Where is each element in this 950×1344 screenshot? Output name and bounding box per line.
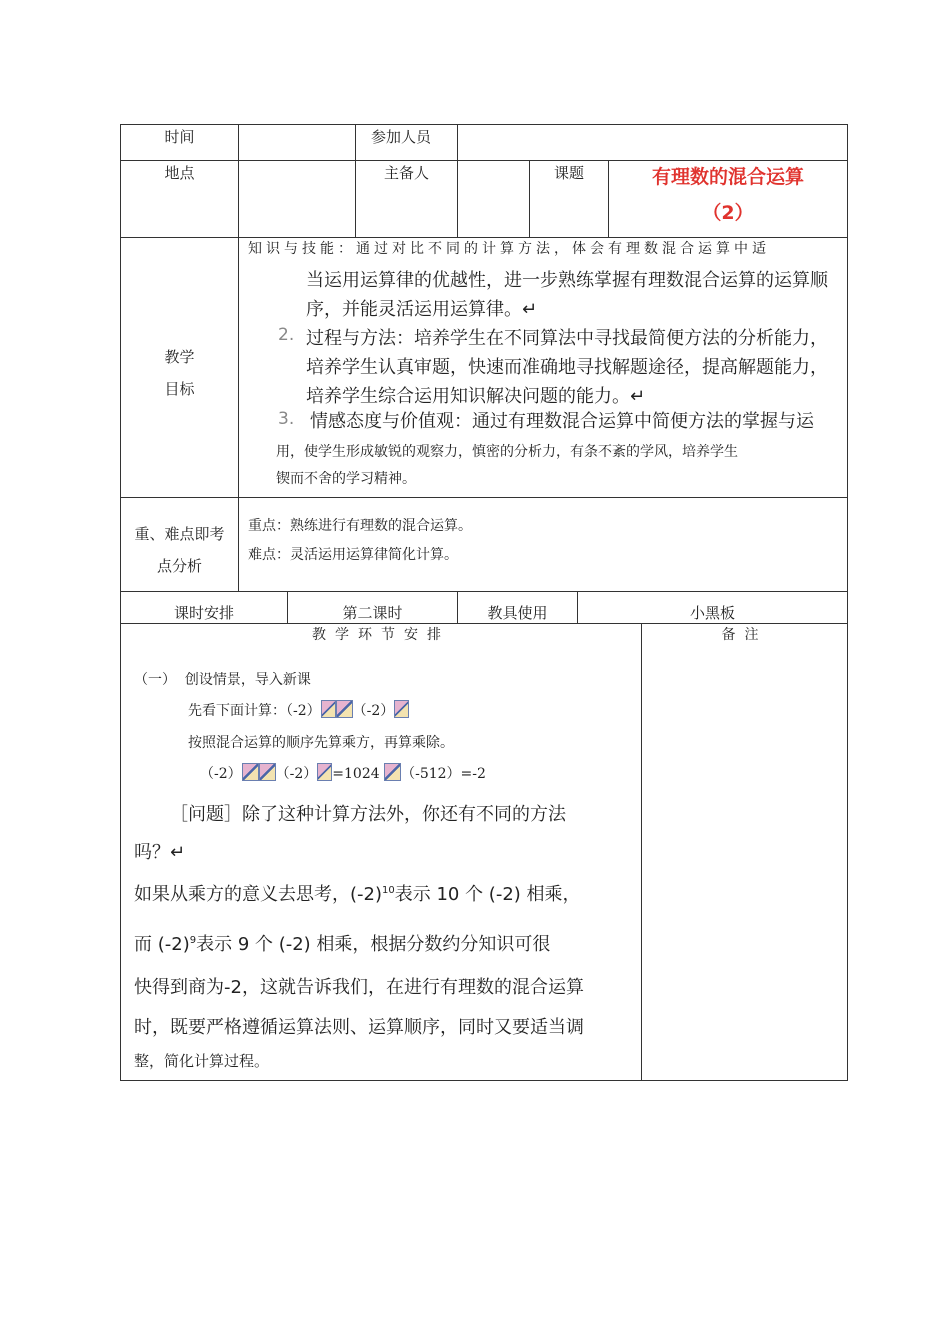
formula-image-icon: [317, 763, 332, 781]
tools-value: 小黑板: [689, 604, 735, 622]
formula-image-icon: [259, 763, 276, 781]
order-text: 按照混合运算的顺序先算乘方，再算乘除。: [188, 735, 454, 751]
keypoints-label-2: 点分析: [156, 557, 202, 575]
key-point: 重点：熟练进行有理数的混合运算。: [248, 518, 472, 534]
question-line: 吗？↵: [134, 842, 186, 863]
section-heading: （一） 创设情景，导入新课: [134, 672, 311, 688]
objective-line: 当运用运算律的优越性，进一步熟练掌握有理数混合运算的运算顺: [306, 270, 828, 291]
formula-image-icon: [384, 763, 401, 781]
list-number: 3.: [278, 409, 295, 429]
tools-label: 教具使用: [487, 604, 548, 622]
formula-image-icon: [336, 700, 353, 718]
location-label: 地点: [164, 164, 195, 182]
explanation-line: 快得到商为-2，这就告诉我们，在进行有理数的混合运算: [134, 977, 584, 998]
objective-line: 知识与技能：通过对比不同的计算方法，体会有理数混合运算中适: [248, 241, 770, 257]
time-label: 时间: [164, 128, 195, 146]
difficult-point: 难点：灵活运用运算律简化计算。: [248, 547, 458, 563]
arrangement-header: 教学环节安排: [312, 627, 450, 643]
participants-label: 参加人员: [371, 128, 432, 146]
objective-line: 序，并能灵活运用运算律。↵: [306, 299, 538, 320]
topic-title: 有理数的混合运算: [651, 166, 804, 188]
question-line: ［问题］除了这种计算方法外，你还有不同的方法: [170, 804, 566, 825]
explanation-line: 而 $(-2)^9$表示 9 个 (-2) 相乘，根据分数约分知识可很: [134, 934, 551, 955]
solution-line: （-2） （-2） =1024 （-512）=-2: [200, 763, 486, 783]
topic-number: （2）: [702, 202, 754, 224]
explanation-line: 如果从乘方的意义去思考，$(-2)^{10}$表示 10 个 (-2) 相乘，: [134, 884, 581, 905]
objective-line: 培养学生认真审题，快速而准确地寻找解题途径，提高解题能力，: [306, 357, 828, 378]
list-number: 2.: [278, 325, 295, 345]
formula-image-icon: [394, 700, 409, 718]
formula-image-icon: [321, 700, 336, 718]
objective-line: 用，使学生形成敏锐的观察力，慎密的分析力，有条不紊的学风，培养学生: [276, 444, 738, 460]
keypoints-label-1: 重、难点即考: [134, 525, 225, 543]
objectives-label-1: 教学: [164, 348, 195, 366]
objectives-label-2: 目标: [164, 380, 195, 398]
objective-line: 培养学生综合运用知识解决问题的能力。↵: [306, 386, 646, 407]
explanation-line: 时，既要严格遵循运算法则、运算顺序，同时又要适当调: [134, 1017, 584, 1038]
hours-value: 第二课时: [342, 604, 403, 622]
objective-line: 情感态度与价值观：通过有理数混合运算中简便方法的掌握与运: [310, 411, 814, 432]
topic-label: 课题: [553, 164, 584, 182]
notes-header: 备注: [721, 627, 768, 643]
hours-label: 课时安排: [173, 604, 234, 622]
calc-line: 先看下面计算：（-2） （-2）: [188, 700, 409, 720]
objective-line: 过程与方法：培养学生在不同算法中寻找最简便方法的分析能力，: [306, 328, 828, 349]
explanation-line: 整，简化计算过程。: [134, 1052, 270, 1070]
formula-image-icon: [242, 763, 259, 781]
objective-line: 锲而不舍的学习精神。: [276, 471, 416, 487]
host-label: 主备人: [383, 164, 429, 182]
